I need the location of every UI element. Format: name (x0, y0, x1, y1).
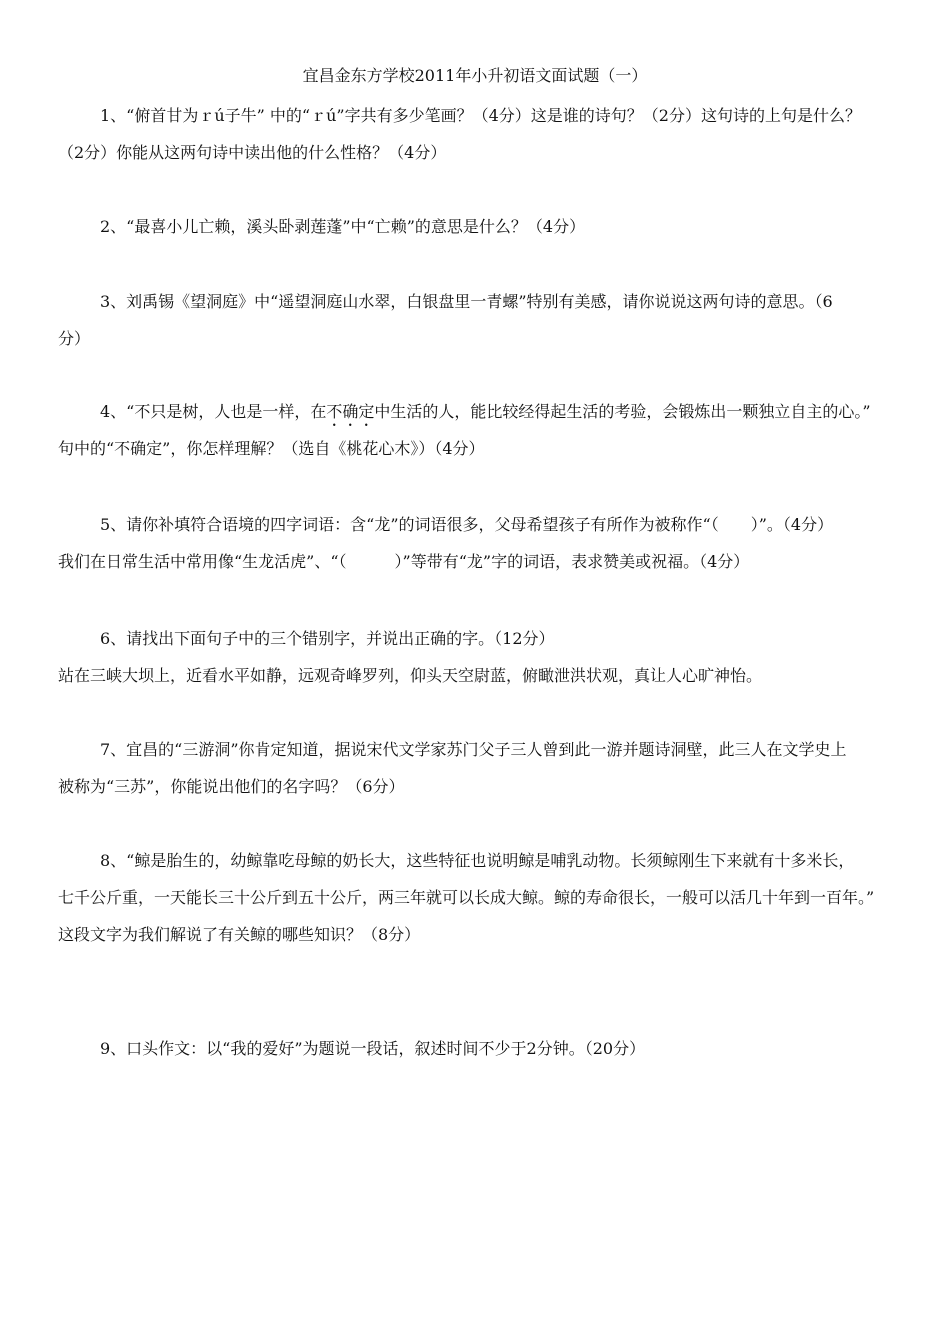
question-6-line-2: 站在三峡大坝上，近看水平如静，远观奇峰罗列，仰头天空尉蓝，俯瞰泄洪状观，真让人心旷神怡。 (58, 666, 763, 685)
question-3 (58, 283, 894, 357)
question-2-line-1: 2、“最喜小儿亡赖，溪头卧剥莲蓬”中“亡赖”的意思是什么？（4分） (100, 217, 586, 236)
question-7-line-2: 被称为“三苏”，你能说出他们的名字吗？（6分） (58, 777, 405, 796)
question-1-line-1: 1、“俯首甘为ｒú子牛” 中的“ｒú”字共有多少笔画？（4分）这是谁的诗句？（2分）这句诗的上句是什么？ (100, 106, 861, 125)
question-8-line-1: 8、“鲸是胎生的，幼鲸靠吃母鲸的奶长大，这些特征也说明鲸是哺乳动物。长须鲸刚生下来就有十多米长， (100, 851, 855, 870)
question-5-line-1: 5、请你补填符合语境的四字词语：含“龙”的词语很多，父母希望孩子有所作为被称作“（ ）”。（4分） (100, 515, 834, 534)
question-6 (58, 620, 894, 694)
question-3-line-2: 分） (58, 329, 91, 348)
question-4-line-1-end: 中生活的人，能比较经得起生活的考验，会锻炼出一颗独立自主的心。” (374, 402, 871, 421)
question-7-line-1: 7、宜昌的“三游洞”你肯定知道，据说宋代文学家苏门父子三人曾到此一游并题诗洞壁，此三人在文学史上 (100, 740, 847, 759)
emphasized-term: 不确定 (326, 402, 375, 421)
question-5-line-2: 我们在日常生活中常用像“生龙活虎”、“（ ）”等带有“龙”字的词语，表求赞美或祝福。（4分） (58, 552, 750, 571)
question-4 (58, 393, 894, 467)
question-8-line-3: 这段文字为我们解说了有关鲸的哪些知识？（8分） (58, 925, 421, 944)
question-4-line-2: 句中的“不确定”，你怎样理解？（选自《桃花心木》）（4分） (58, 439, 485, 458)
question-4-line-1 (58, 393, 894, 430)
question-9 (58, 1030, 894, 1067)
question-1 (58, 97, 894, 171)
question-7 (58, 731, 894, 805)
question-8-line-2: 七千公斤重，一天能长三十公斤到五十公斤，两三年就可以长成大鲸。鲸的寿命很长，一般可以活几十年到一百年。” (58, 888, 875, 907)
question-9-line-1: 9、口头作文：以“我的爱好”为题说一段话，叙述时间不少于2分钟。（20分） (100, 1039, 646, 1058)
question-2 (58, 208, 894, 245)
question-8 (58, 842, 894, 953)
question-4-line-1-start: 4、“不只是树，人也是一样，在 (100, 402, 327, 421)
question-6-line-1: 6、请找出下面句子中的三个错别字，并说出正确的字。（12分） (100, 629, 555, 648)
question-3-line-1: 3、刘禹锡《望洞庭》中“遥望洞庭山水翠，白银盘里一青螺”特别有美感，请你说说这两句诗的意思。（6 (100, 292, 833, 311)
question-5 (58, 506, 894, 580)
question-1-line-2: （2分）你能从这两句诗中读出他的什么性格？（4分） (58, 143, 447, 162)
exam-title: 宜昌金东方学校2011年小升初语文面试题（一） (302, 66, 648, 85)
